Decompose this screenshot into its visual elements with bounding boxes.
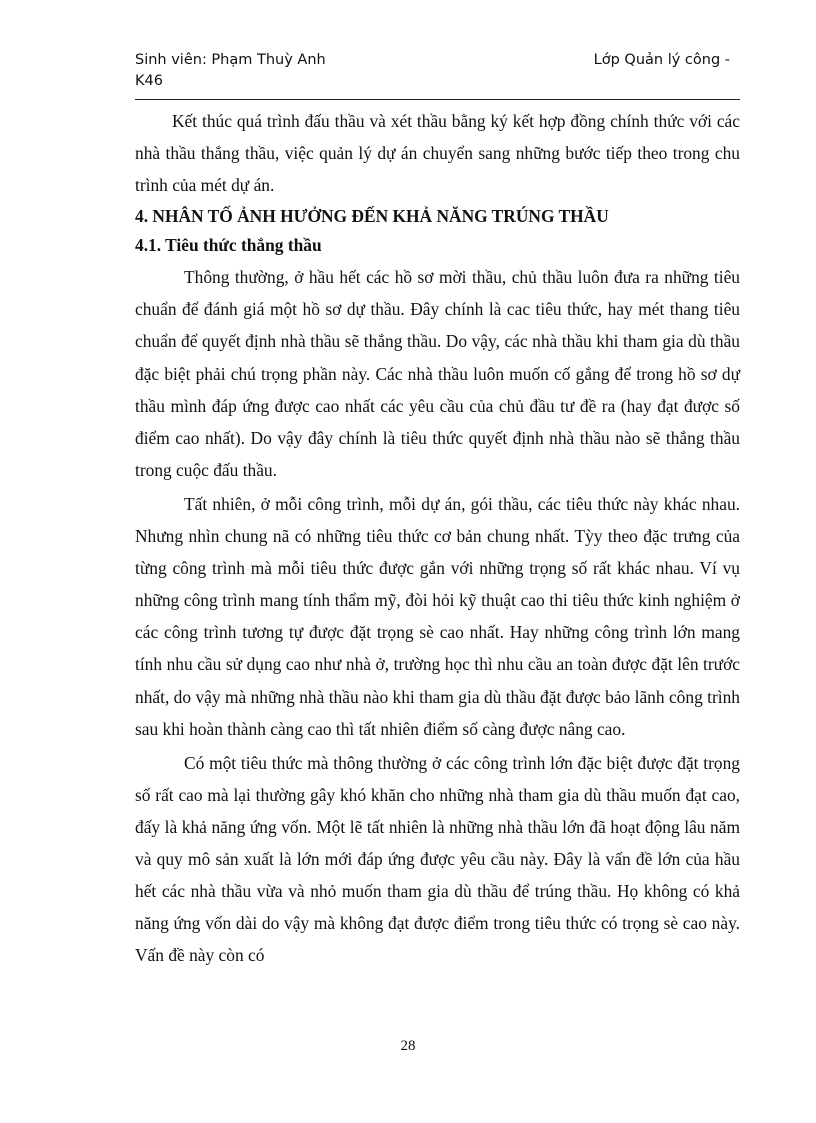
page-body: [135, 105, 740, 971]
header-course-code: K46: [135, 73, 163, 89]
header-student-name: Sinh viên: Phạm Thuỳ Anh: [135, 52, 326, 68]
header-student-info: [135, 50, 326, 92]
body-paragraph-2: Tất nhiên, ở mỗi công trình, mỗi dự án, gói thầu, các tiêu thức này khác nhau. Nhưng nhìn chung nã có những tiêu thức cơ bản chung nhất. Tỳy theo đặc trưng của từng công trình mà mỗi tiêu thức được gắn với những trọng số rất khác nhau. Ví vụ những công trình mang tính thẩm mỹ, đòi hỏi kỹ thuật cao thi tiêu thức kinh nghiệm ở các công trình tương tự được đặt trọng sè cao nhất. Hay những công trình lớn mang tính nhu cầu sử dụng cao như nhà ở, trường học thì nhu cầu an toàn được đặt lên trước nhất, do vậy mà những nhà thầu nào khi tham gia dù thầu đặt được bảo lãnh công trình sau khi hoàn thành càng cao thì tất nhiên điểm số càng được nâng cao.: [135, 493, 740, 739]
body-paragraph-1: Thông thường, ở hầu hết các hồ sơ mời thầu, chủ thầu luôn đưa ra những tiêu chuẩn để đánh giá một hồ sơ dự thầu. Đây chính là cac tiêu thức, hay mét thang tiêu chuẩn để quyết định nhà thầu sẽ thắng thầu. Do vậy, các nhà thầu khi tham gia dù thầu đặc biệt phải chú trọng phần này. Các nhà thầu luôn muốn cố gắng để trong hồ sơ dự thầu mình đáp ứng được cao nhất các yêu cầu của chủ đầu tư đề ra (hay đạt được số điểm cao nhất). Do vậy đây chính là tiêu thức quyết định nhà thầu nào sẽ thắng thầu trong cuộc đấu thầu.: [135, 267, 740, 480]
header-class-name: Lớp Quản lý công -: [593, 52, 730, 68]
body-paragraph-3: Có một tiêu thức mà thông thường ở các công trình lớn đặc biệt được đặt trọng số rất cao mà lại thường gây khó khăn cho những nhà tham gia dù thầu muốn đạt cao, đấy là khả năng ứng vốn. Một lẽ tất nhiên là những nhà thầu lớn đã hoạt động lâu năm và quy mô sản xuất là lớn mới đáp ứng được yêu cầu này. Đây là vấn đề lớn của hầu hết các nhà thầu vừa và nhỏ muốn tham gia dù thầu để trúng thầu. Họ không có khả năng ứng vốn dài do vậy mà không đạt được điểm trong tiêu thức có trọng sè cao này. Vấn đề này còn có: [135, 752, 740, 966]
section-heading-4: 4. NHÂN TỐ ẢNH HƯỞNG ĐẾN KHẢ NĂNG TRÚNG THẦU: [135, 206, 609, 227]
page-header: [135, 50, 740, 98]
section-heading-4-1: 4.1. Tiêu thức thắng thầu: [135, 235, 322, 256]
intro-paragraph: Kết thúc quá trình đấu thầu và xét thầu bằng ký kết hợp đồng chính thức với các nhà thầu thắng thầu, việc quản lý dự án chuyển sang những bước tiếp theo trong chu trình của mét dự án.: [135, 111, 740, 196]
page-number: 28: [400, 1038, 416, 1054]
header-divider: [135, 99, 740, 100]
